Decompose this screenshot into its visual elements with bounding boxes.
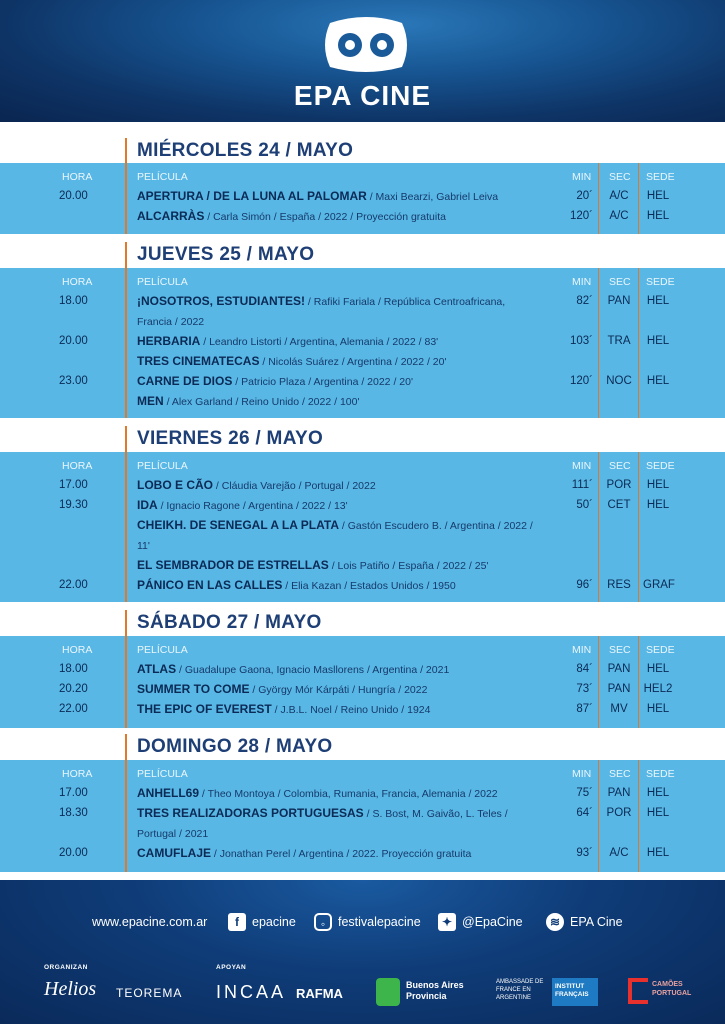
buenos-aires-icon (376, 978, 400, 1006)
screening-venue: HEL (646, 479, 670, 491)
film-title: CHEIKH. DE SENEGAL A LA PLATA (137, 518, 340, 532)
screening-section: CET (607, 499, 631, 511)
sede-divider (638, 452, 639, 602)
screening-venue: HEL2 (643, 683, 673, 695)
col-header-pelicula: PELÍCULA (137, 768, 188, 780)
epa-logo-icon (320, 15, 412, 75)
col-header-hora: HORA (62, 644, 93, 656)
film-entry[interactable] (137, 495, 547, 516)
col-header-min: MIN (572, 276, 592, 288)
website-link[interactable]: www.epacine.com.ar (92, 915, 208, 929)
film-entry[interactable] (137, 699, 547, 720)
camoes-logo: CAMÕES PORTUGAL (652, 981, 692, 997)
sec-divider (598, 163, 599, 234)
screening-duration: 84´ (576, 663, 593, 675)
footer (0, 880, 725, 1024)
film-title: THE EPIC OF EVEREST (137, 702, 272, 716)
day-accent-bar (125, 163, 127, 234)
camoes-icon (628, 978, 648, 1004)
schedule (0, 122, 725, 880)
screening-duration: 120´ (569, 375, 593, 387)
screening-section: PAN (607, 295, 631, 307)
day-accent-bar (125, 636, 127, 728)
sec-divider (598, 760, 599, 872)
facebook-icon: f (228, 913, 246, 931)
screening-section: NOC (606, 375, 632, 387)
screening-duration: 93´ (576, 847, 593, 859)
day-title: JUEVES 25 / MAYO (137, 244, 315, 265)
col-header-min: MIN (572, 460, 592, 472)
film-title: TRES CINEMATECAS (137, 354, 260, 368)
brand-title: EPA CINE (293, 80, 432, 111)
film-details: / Rafiki Fariala / República Centroafricana, Francia / 2022 (137, 296, 506, 328)
helios-logo: Helios (44, 978, 97, 1000)
sec-divider (598, 636, 599, 728)
screening-time: 20.00 (59, 847, 88, 859)
screening-section: POR (606, 807, 632, 819)
twitter-link[interactable]: ✦ @EpaCine (438, 910, 523, 934)
screening-time: 20.00 (59, 190, 88, 202)
col-header-sec: SEC (609, 171, 631, 183)
film-title: MEN (137, 394, 164, 408)
day-schedule-block (0, 452, 725, 602)
screening-duration: 120´ (569, 210, 593, 222)
screening-time: 20.20 (59, 683, 88, 695)
col-header-min: MIN (572, 171, 592, 183)
film-title: ¡NOSOTROS, ESTUDIANTES! (137, 294, 306, 308)
screening-venue: HEL (646, 847, 670, 859)
day-title: DOMINGO 28 / MAYO (137, 736, 333, 757)
film-title: CAMUFLAJE (137, 846, 211, 860)
day-title: SÁBADO 27 / MAYO (137, 612, 322, 633)
day-title: MIÉRCOLES 24 / MAYO (137, 140, 354, 161)
spotify-link[interactable]: ≋ EPA Cine (546, 910, 623, 934)
film-entry[interactable] (137, 659, 547, 680)
day-schedule-block (0, 760, 725, 872)
screening-section: PAN (607, 787, 631, 799)
screening-venue: HEL (646, 335, 670, 347)
film-entry[interactable] (137, 575, 547, 596)
screening-time: 22.00 (59, 703, 88, 715)
screening-duration: 82´ (576, 295, 593, 307)
screening-venue: HEL (646, 703, 670, 715)
film-details: / Guadalupe Gaona, Ignacio Masllorens / Argentina / 2021 (176, 664, 450, 676)
screening-time: 17.00 (59, 787, 88, 799)
screening-section: TRA (607, 335, 631, 347)
day-title: VIERNES 26 / MAYO (137, 428, 324, 449)
col-header-min: MIN (572, 768, 592, 780)
col-header-sec: SEC (609, 768, 631, 780)
col-header-hora: HORA (62, 276, 93, 288)
sede-divider (638, 268, 639, 418)
col-header-pelicula: PELÍCULA (137, 460, 188, 472)
screening-venue: HEL (646, 663, 670, 675)
film-details: / Maxi Bearzi, Gabriel Leiva (366, 191, 499, 203)
apoyan-label: APOYAN (216, 964, 247, 971)
screening-section: PAN (607, 683, 631, 695)
film-details: / Carla Simón / España / 2022 / Proyección gratuita (204, 211, 446, 223)
screening-duration: 87´ (576, 703, 593, 715)
film-entry[interactable] (137, 515, 542, 556)
sec-divider (598, 452, 599, 602)
film-title: CARNE DE DIOS (137, 374, 233, 388)
sede-divider (638, 163, 639, 234)
film-entry[interactable] (137, 475, 547, 496)
ambassade-logo: AMBASSADE DE FRANCE EN ARGENTINE (496, 979, 544, 1001)
col-header-hora: HORA (62, 460, 93, 472)
spotify-icon: ≋ (546, 913, 564, 931)
film-entry[interactable] (137, 843, 547, 864)
col-header-pelicula: PELÍCULA (137, 171, 188, 183)
film-details: / György Mór Kárpáti / Hungría / 2022 (249, 684, 428, 696)
sede-divider (638, 636, 639, 728)
screening-time: 18.00 (59, 295, 88, 307)
screening-duration: 64´ (576, 807, 593, 819)
film-entry[interactable] (137, 679, 547, 700)
film-details: / Theo Montoya / Colombia, Rumania, Francia, Alemania / 2022 (199, 788, 498, 800)
screening-duration: 103´ (569, 335, 593, 347)
screening-venue: HEL (646, 210, 670, 222)
screening-duration: 20´ (576, 190, 593, 202)
organizan-label: ORGANIZAN (44, 964, 88, 971)
film-entry[interactable] (137, 783, 547, 804)
film-title: APERTURA / DE LA LUNA AL PALOMAR (137, 189, 367, 203)
film-details: / Patricio Plaza / Argentina / 2022 / 20' (232, 376, 413, 388)
film-title: PÁNICO EN LAS CALLES (137, 578, 283, 592)
screening-time: 18.00 (59, 663, 88, 675)
col-header-sede: SEDE (646, 171, 675, 183)
film-title: ATLAS (137, 662, 177, 676)
film-entry[interactable] (137, 555, 547, 576)
col-header-pelicula: PELÍCULA (137, 276, 188, 288)
screening-venue: HEL (646, 375, 670, 387)
col-header-sede: SEDE (646, 644, 675, 656)
film-details: / S. Bost, M. Gaivão, L. Teles / Portugal / 2021 (137, 808, 508, 840)
screening-time: 23.00 (59, 375, 88, 387)
instagram-icon: ◦ (314, 913, 332, 931)
screening-section: MV (610, 703, 628, 715)
col-header-sede: SEDE (646, 460, 675, 472)
film-entry[interactable] (137, 391, 547, 412)
screening-section: PAN (607, 663, 631, 675)
screening-section: A/C (609, 847, 629, 859)
day-schedule-block (0, 268, 725, 418)
film-entry[interactable] (137, 206, 547, 227)
screening-time: 20.00 (59, 335, 88, 347)
screening-section: A/C (609, 190, 629, 202)
screening-section: POR (606, 479, 632, 491)
screening-duration: 75´ (576, 787, 593, 799)
film-title: LOBO E CÃO (137, 478, 214, 492)
col-header-sede: SEDE (646, 768, 675, 780)
film-details: / Alex Garland / Reino Unido / 2022 / 100' (163, 396, 360, 408)
film-entry[interactable] (137, 186, 547, 207)
film-title: ALCARRÀS (137, 209, 205, 223)
buenos-aires-logo: Buenos Aires Provincia (406, 980, 464, 1001)
film-details: / Elia Kazan / Estados Unidos / 1950 (282, 580, 456, 592)
screening-duration: 73´ (576, 683, 593, 695)
film-title: HERBARIA (137, 334, 201, 348)
film-title: ANHELL69 (137, 786, 200, 800)
film-details: / Ignacio Ragone / Argentina / 2022 / 13' (157, 500, 348, 512)
screening-time: 18.30 (59, 807, 88, 819)
day-schedule-block (0, 636, 725, 728)
film-title: SUMMER TO COME (137, 682, 250, 696)
film-details: / Leandro Listorti / Argentina, Alemania / 2022 / 83' (200, 336, 439, 348)
screening-time: 19.30 (59, 499, 88, 511)
sec-divider (598, 268, 599, 418)
screening-duration: 111´ (571, 479, 593, 491)
col-header-min: MIN (572, 644, 592, 656)
screening-section: A/C (609, 210, 629, 222)
film-entry[interactable] (137, 371, 547, 392)
film-details: / Nicolás Suárez / Argentina / 2022 / 20' (259, 356, 447, 368)
day-accent-bar (125, 452, 127, 602)
screening-section: RES (607, 579, 631, 591)
film-entry[interactable] (137, 291, 542, 332)
rafma-logo: RAFMA (296, 986, 343, 1001)
col-header-sec: SEC (609, 644, 631, 656)
facebook-link[interactable]: f epacine (228, 910, 296, 934)
film-title: IDA (137, 498, 158, 512)
sede-divider (638, 760, 639, 872)
screening-venue: HEL (646, 499, 670, 511)
day-schedule-block (0, 163, 725, 234)
col-header-sec: SEC (609, 276, 631, 288)
col-header-sede: SEDE (646, 276, 675, 288)
screening-venue: GRAF (643, 579, 675, 591)
col-header-hora: HORA (62, 171, 93, 183)
screening-venue: HEL (646, 190, 670, 202)
header (0, 0, 725, 122)
teorema-logo: TEOREMA (116, 986, 183, 1000)
instagram-link[interactable]: ◦ festivalepacine (314, 910, 421, 934)
day-accent-bar (125, 760, 127, 872)
screening-venue: HEL (646, 787, 670, 799)
film-details: / Jonathan Perel / Argentina / 2022. Proyección gratuita (211, 848, 472, 860)
film-entry[interactable] (137, 351, 547, 372)
film-details: / Lois Patiño / España / 2022 / 25' (328, 560, 489, 572)
twitter-icon: ✦ (438, 913, 456, 931)
screening-time: 17.00 (59, 479, 88, 491)
screening-duration: 50´ (576, 499, 593, 511)
col-header-sec: SEC (609, 460, 631, 472)
screening-time: 22.00 (59, 579, 88, 591)
film-details: / Gastón Escudero B. / Argentina / 2022 / 11' (137, 520, 533, 552)
institut-francais-logo: INSTITUT FRANÇAIS (552, 978, 598, 1006)
film-details: / J.B.L. Noel / Reino Unido / 1924 (271, 704, 431, 716)
incaa-logo: INCAA (216, 982, 287, 1002)
film-entry[interactable] (137, 803, 542, 844)
col-header-pelicula: PELÍCULA (137, 644, 188, 656)
film-title: TRES REALIZADORAS PORTUGUESAS (137, 806, 364, 820)
film-title: EL SEMBRADOR DE ESTRELLAS (137, 558, 329, 572)
film-entry[interactable] (137, 331, 547, 352)
screening-venue: HEL (646, 295, 670, 307)
film-details: / Cláudia Varejão / Portugal / 2022 (213, 480, 376, 492)
screening-venue: HEL (646, 807, 670, 819)
screening-duration: 96´ (576, 579, 593, 591)
day-accent-bar (125, 268, 127, 418)
col-header-hora: HORA (62, 768, 93, 780)
